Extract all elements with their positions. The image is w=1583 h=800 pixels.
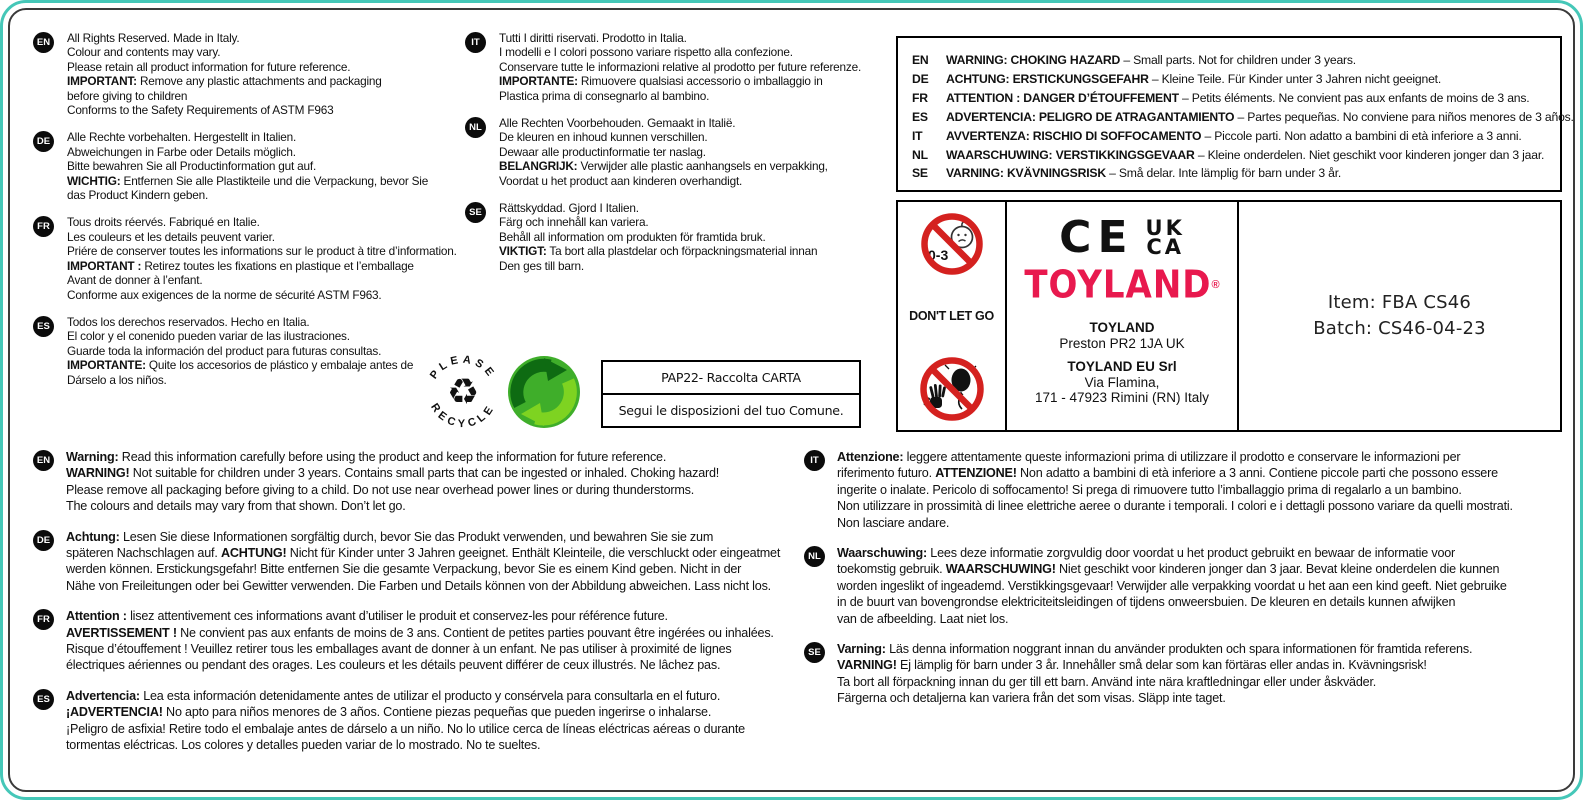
text-line: tormentas eléctricas. Los colores y detalles pueden variar de lo mostrado. No te sueltes.: [66, 738, 541, 753]
top-middle-column: [465, 31, 895, 286]
text-line: I modelli e I colori possono variare rispetto alla confezione.: [499, 45, 793, 60]
lang-text-se: [837, 641, 1472, 707]
text-line: IMPORTANT : Retirez toutes les fixations en plastique et l’emballage: [67, 258, 414, 273]
top-left-column: [33, 31, 491, 400]
warning-text: WARNING: CHOKING HAZARD – Small parts. Not for children under 3 years.: [946, 53, 1356, 67]
lang-text-se: [499, 201, 817, 273]
text-line: ¡Peligro de asfixia! Retire todo el embalaje antes de dárselo a un niño. No lo utilice cerca de líneas eléctricas aéreas o durante: [66, 721, 745, 736]
text-line: Please retain all product information for future reference.: [67, 59, 351, 74]
ce-mark: CE: [1059, 212, 1134, 263]
text-line: AVERTISSEMENT ! Ne convient pas aux enfants de moins de 3 ans. Contient de petites parties pouvant être ingérées ou inhalées.: [66, 625, 774, 640]
recycle-triangle: ♻: [446, 372, 480, 413]
text-line: The colours and details may vary from that shown. Don’t let go.: [66, 499, 406, 514]
lang-badge-es: ES: [33, 689, 54, 710]
text-line: Voordat u het product aan kinderen overhandigt.: [499, 173, 743, 188]
lang-badge-it: IT: [804, 450, 825, 471]
lang-text-en: [67, 31, 382, 117]
lang-badge-se: SE: [465, 202, 486, 223]
text-line: IMPORTANTE: Quite los accesorios de plástico y embalaje antes de: [67, 358, 414, 373]
lang-text-de: [67, 130, 428, 202]
warning-text: ATTENTION : DANGER D’ÉTOUFFEMENT – Petits éléments. Ne convient pas aux enfants de moins de 3 ans.: [946, 90, 1530, 105]
text-line: Tous droits réervés. Fabriqué en Italie.: [67, 215, 260, 230]
text-line: Guarde toda la información del product para futuras consultas.: [67, 343, 382, 358]
warning-row-it: [912, 127, 1552, 146]
text-line: Todos los derechos reservados. Hecho en Italia.: [67, 314, 310, 329]
lang-text-fr: [67, 215, 457, 301]
warning-text: ACHTUNG: ERSTICKUNGSGEFAHR – Kleine Teile. Für Kinder unter 3 Jahren nicht geeignet.: [946, 71, 1442, 86]
lang-block-en: [33, 449, 798, 515]
warning-text: AVVERTENZA: RISCHIO DI SOFFOCAMENTO – Piccole parti. Non adatto a bambini di età inferiore a 3 anni.: [946, 128, 1522, 143]
recycle-text: RECYCLE: [428, 401, 498, 431]
address-line: TOYLAND: [1089, 320, 1155, 335]
text-line: toekomstig gebruik. WAARSCHUWING! Niet geschikt voor kinderen jonger dan 3 jaar. Bevat kleine onderdelen die kunnen: [837, 562, 1500, 577]
lang-text-fr: [66, 608, 774, 674]
lang-badge-en: EN: [33, 450, 54, 471]
warning-lang-code: IT: [912, 128, 923, 143]
lang-text-nl: [837, 545, 1507, 627]
please-recycle-icon: [421, 350, 505, 434]
lang-text-de: [66, 529, 780, 595]
lang-block-en: [33, 31, 491, 117]
lang-badge-se: SE: [804, 642, 825, 663]
lang-badge-fr: FR: [33, 216, 54, 237]
brand-logo: [1024, 262, 1220, 311]
warning-lang-code: FR: [912, 90, 928, 105]
text-line: VARNING! Ej lämplig för barn under 3 år. Innehåller små delar som kan förtäras eller andas in. Kvävningsrisk!: [837, 658, 1427, 673]
text-line: Avant de donner à l’enfant.: [67, 273, 203, 288]
text-line: Achtung: Lesen Sie diese Informationen sorgfältig durch, bevor Sie das Produkt verwenden, und bewahren Sie sie zum: [66, 529, 714, 544]
text-line: before giving to children: [67, 88, 188, 103]
text-line: Färgerna och detaljerna kan variera från det som visas. Släpp inte taget.: [837, 691, 1226, 706]
lang-badge-de: DE: [33, 131, 54, 152]
text-line: IMPORTANT: Remove any plastic attachments and packaging: [67, 74, 382, 89]
text-line: Dewaar alle productinformatie ter naslag.: [499, 144, 706, 159]
lang-badge-fr: FR: [33, 609, 54, 630]
warning-row-fr: [912, 89, 1552, 108]
text-line: Alle Rechte vorbehalten. Hergestellt in Italien.: [67, 130, 297, 145]
green-dot-icon: [507, 355, 581, 429]
lang-text-it: [499, 31, 861, 103]
text-line: riferimento futuro. ATTENZIONE! Non adatto a bambini di età inferiore a 3 anni. Contiene piccole parti che possono essere: [837, 466, 1498, 481]
lang-badge-de: DE: [33, 530, 54, 551]
text-line: späteren Nachschlagen auf. ACHTUNG! Nicht für Kinder unter 3 Jahren geeignet. Enthält Kleinteile, die verschluckt oder eingeatmet: [66, 546, 781, 561]
warning-row-se: [912, 164, 1552, 183]
text-line: Attenzione: leggere attentamente queste informazioni prima di utilizzare il prodotto e conservare le informazioni per: [837, 450, 1461, 464]
text-line: Behåll all information om produkten för framtida bruk.: [499, 229, 766, 244]
text-line: BELANGRIJK: Verwijder alle plastic aanhangsels en verpakking,: [499, 159, 828, 174]
text-line: Plastica prima di consegnarlo al bambino.: [499, 88, 710, 103]
text-line: Advertencia: Lea esta información detenidamente antes de utilizar el producto y consérvela para consultarla en el futuro.: [66, 688, 721, 703]
brand-cell: [1007, 202, 1239, 430]
warning-lang-code: NL: [912, 147, 928, 162]
lang-badge-nl: NL: [465, 117, 486, 138]
text-line: werden können. Erstickungsgefahr! Bitte entfernen Sie die gesamte Verpackung, bevor Sie es einem Kind geben. Nicht in der: [66, 562, 742, 577]
warning-lang-code: SE: [912, 166, 928, 181]
text-line: Dárselo a los niños.: [67, 372, 167, 387]
lang-badge-it: IT: [465, 32, 486, 53]
please-text: PLEASE: [427, 353, 499, 382]
warning-text: WAARSCHUWING: VERSTIKKINGSGEVAAR – Kleine onderdelen. Niet geschikt voor kinderen jonger dan 3 jaar.: [946, 147, 1545, 162]
lang-block-es: [33, 688, 798, 754]
lang-block-de: [33, 529, 798, 595]
lang-text-nl: [499, 116, 828, 188]
lang-block-nl: [465, 116, 895, 188]
text-line: Bitte bewahren Sie all Productinformation gut auf.: [67, 159, 317, 174]
lang-block-fr: [33, 215, 491, 301]
warning-lang-code: DE: [912, 71, 929, 86]
lang-badge-es: ES: [33, 316, 54, 337]
text-line: ingerite o inalate. Pericolo di soffocamento! Si prega di rimuovere tutto l’imballaggio prima di regalarlo a un bambino.: [837, 482, 1462, 497]
text-line: Warning: Read this information carefully before using the product and keep the information for future reference.: [66, 450, 667, 464]
text-line: das Product Kindern geben.: [67, 188, 209, 203]
svg-text:0-3: 0-3: [927, 247, 948, 263]
text-line: in de buurt van bovengrondse elektriciteitsleidingen of tijdens onweersbuien. De kleuren en details kunnen afwijken: [837, 595, 1456, 610]
ukca-line1: UK: [1145, 216, 1185, 240]
warning-row-es: [912, 108, 1574, 127]
text-line: Risque d’étouffement ! Veuillez retirer tous les emballages avant de donner à un enfant. Ne pas utiliser à proximité de lignes: [66, 642, 732, 657]
lang-text-es: [67, 315, 413, 387]
conformity-marks: [1059, 214, 1185, 262]
text-line: Tutti I diritti riservati. Prodotto in Italia.: [499, 31, 687, 45]
text-line: Attention : lisez attentivement ces informations avant d’utiliser le produit et conservez-les pour référence future.: [66, 609, 668, 624]
lang-block-it: [465, 31, 895, 103]
text-line: Conforme aux exigences de la norme de sécurité ASTM F963.: [67, 287, 382, 302]
text-line: Waarschuwing: Lees deze informatie zorgvuldig door voordat u het product gebruikt en bewaar de informatie voor: [837, 546, 1456, 561]
lang-text-en: [66, 449, 719, 515]
text-line: All Rights Reserved. Made in Italy.: [67, 31, 240, 45]
bottom-right-column: [804, 449, 1576, 721]
lang-block-se: [804, 641, 1576, 707]
address-line: 171 - 47923 Rimini (RN) Italy: [1034, 390, 1210, 405]
text-line: électriques aériennes ou pendant des orages. Les couleurs et les détails peuvent différer de ceux illustrés. Ne lâchez pas.: [66, 658, 721, 673]
text-line: Please remove all packaging before giving to a child. Do not use near overhead power lines or during thunderstorms.: [66, 482, 695, 497]
lang-text-it: [837, 449, 1513, 531]
text-line: Ta bort all förpackning innan du ger till ett barn. Använd inte nära kraftledningar eller under åskväder.: [837, 674, 1377, 689]
text-line: Nähe von Freileitungen oder bei Gewitter verwenden. Die Farben und Details können von der Abbildung abweichen. Lass nicht los.: [66, 578, 771, 593]
text-line: IMPORTANTE: Rimuovere qualsiasi accessorio o imballaggio in: [499, 74, 823, 89]
paper-recycling-box: [601, 360, 861, 428]
address-line: Via Flamina,: [1084, 374, 1160, 390]
lang-block-it: [804, 449, 1576, 531]
address-line: TOYLAND EU Srl: [1067, 359, 1177, 374]
lang-text-es: [66, 688, 745, 754]
text-line: Colour and contents may vary.: [67, 45, 221, 60]
lang-block-de: [33, 130, 491, 202]
text-line: WICHTIG: Entfernen Sie alle Plastikteile und die Verpackung, bevor Sie: [67, 173, 429, 188]
text-line: Conforms to the Safety Requirements of ASTM F963: [67, 103, 334, 118]
warning-row-nl: [912, 146, 1552, 165]
text-line: ¡ADVERTENCIA! No apto para niños menores de 3 años. Contiene piezas pequeñas que pueden ingerirse o inhalarse.: [66, 705, 712, 720]
pap-code: PAP22- Raccolta CARTA: [661, 370, 801, 385]
item-batch-cell: [1239, 202, 1560, 430]
dont-let-go-label: DON'T LET GO: [909, 309, 994, 323]
text-line: Den ges till barn.: [499, 258, 584, 273]
text-line: Rättskyddad. Gjord I Italien.: [499, 201, 639, 216]
text-line: worden ingeslikt of ingeademd. Verstikkingsgevaar! Verwijder alle verpakking voordat u het aan een kind geeft. Niet gebruike: [837, 578, 1507, 593]
text-line: Les couleurs et les details peuvent varier.: [67, 229, 275, 244]
address-line: Preston PR2 1JA UK: [1059, 335, 1185, 351]
lang-badge-en: EN: [33, 32, 54, 53]
warning-row-en: [912, 51, 1552, 70]
text-line: Varning: Läs denna information noggrant innan du använder produkten och spara informationen för framtida referens.: [837, 642, 1473, 657]
warning-row-de: [912, 70, 1552, 89]
text-line: Non utilizzare in prossimità di linee elettriche aeree o durante i temporali. I colori e i dettagli possono variare da quelli mostrati.: [837, 499, 1513, 514]
lang-badge-nl: NL: [804, 546, 825, 567]
registered-mark: ®: [1211, 279, 1220, 291]
age-warning-0-3-icon: [920, 212, 984, 276]
ukca-mark: [1145, 216, 1185, 259]
prohibition-icons-cell: [898, 202, 1007, 430]
pap-instruction: Segui le disposizioni del tuo Comune.: [603, 393, 859, 426]
warning-text: VARNING: KVÄVNINGSRISK – Små delar. Inte lämplig för barn under 3 år.: [946, 166, 1342, 181]
brand-name: TOYLAND: [1024, 262, 1212, 308]
text-line: van de afbeelding. Laat niet los.: [837, 611, 1009, 626]
text-line: Priére de conserver toutes les informations sur le product à titre d’information.: [67, 244, 457, 259]
compliance-box: [896, 200, 1562, 432]
ukca-line2: CA: [1146, 235, 1185, 259]
warning-lang-code: ES: [912, 109, 928, 124]
item-number: Item: FBA CS46: [1327, 292, 1472, 313]
text-line: Alle Rechten Voorbehouden. Gemaakt in Italië.: [499, 116, 736, 131]
lang-block-se: [465, 201, 895, 273]
text-line: VIKTIGT: Ta bort alla plastdelar och förpackningsmaterial innan: [499, 244, 818, 259]
bottom-left-column: [33, 449, 798, 768]
text-line: El color y el conenido pueden variar de las ilustraciones.: [67, 329, 350, 344]
dont-let-go-balloon-icon: [919, 356, 985, 422]
text-line: WARNING! Not suitable for children under 3 years. Contains small parts that can be ingested or inhaled. Choking hazard!: [66, 466, 720, 481]
warning-text: ADVERTENCIA: PELIGRO DE ATRAGANTAMIENTO – Partes pequeñas. No conviene para niños menores de 3 años.: [946, 109, 1574, 124]
text-line: Non lasciare andare.: [837, 515, 950, 530]
text-line: De kleuren en inhoud kunnen verschillen.: [499, 130, 708, 145]
choking-hazard-warning-box: [896, 36, 1574, 192]
lang-block-fr: [33, 608, 798, 674]
batch-number: Batch: CS46-04-23: [1313, 318, 1486, 339]
warning-lang-code: EN: [912, 53, 929, 67]
lang-block-nl: [804, 545, 1576, 627]
text-line: Färg och innehåll kan variera.: [499, 215, 649, 230]
text-line: Abweichungen in Farbe oder Details möglich.: [67, 144, 296, 159]
text-line: Conservare tutte le informazioni relative al prodotto per future referenze.: [499, 59, 862, 74]
